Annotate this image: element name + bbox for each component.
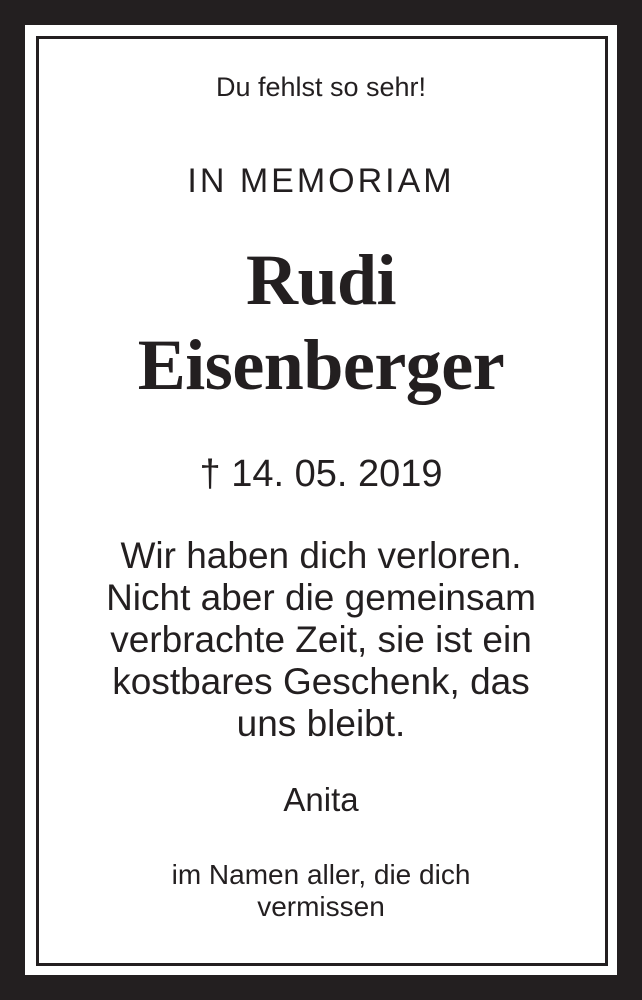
deceased-last-name: Eisenberger [137, 325, 505, 405]
closing-line: vermissen [257, 891, 385, 922]
death-date: † 14. 05. 2019 [199, 453, 443, 495]
closing-line: im Namen aller, die dich [171, 859, 471, 890]
motto-text: Du fehlst so sehr! [215, 72, 427, 102]
memorial-verse [25, 535, 617, 745]
deceased-first-name: Rudi [245, 240, 397, 320]
signature-name: Anita [283, 781, 359, 818]
verse-line: Nicht aber die gemeinsam [106, 577, 536, 618]
verse-line: Wir haben dich verloren. [120, 535, 522, 576]
in-memoriam-heading: IN MEMORIAM [187, 162, 455, 200]
verse-line: kostbares Geschenk, das [112, 661, 530, 702]
closing-text [25, 859, 617, 923]
verse-line: verbrachte Zeit, sie ist ein [110, 619, 532, 660]
notice-paper [25, 25, 617, 975]
verse-line: uns bleibt. [236, 703, 406, 744]
